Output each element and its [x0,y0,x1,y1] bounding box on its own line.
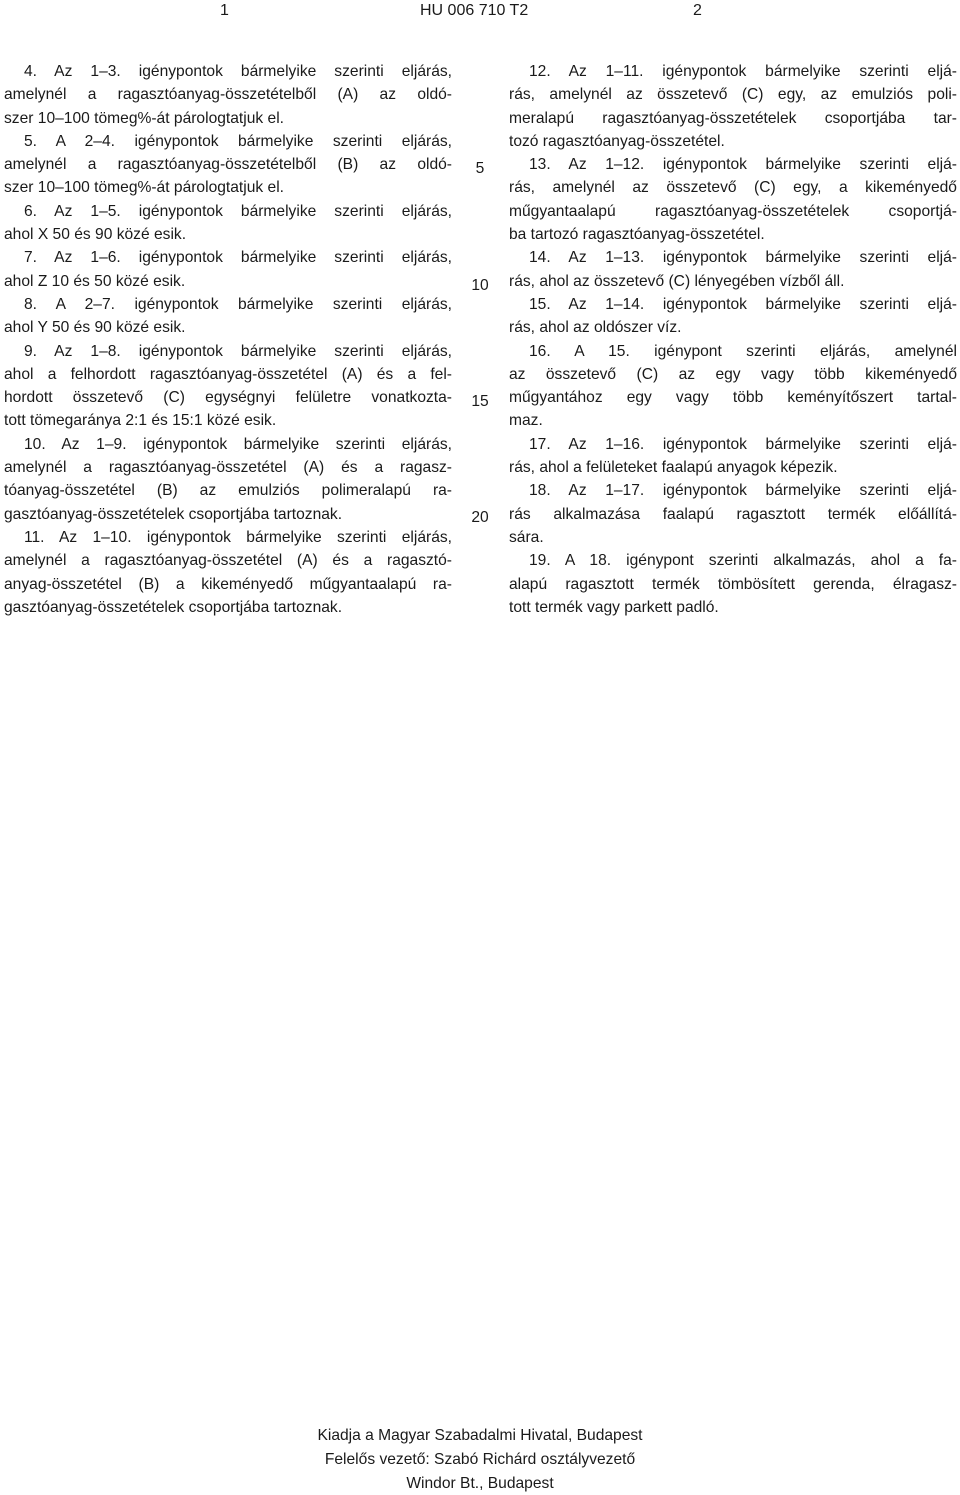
text-line: amelynél a ragasztóanyag-összetétel (A) és a ragasztó- [4,552,452,570]
text-line: amelynél a ragasztóanyag-összetétel (A) és a ragasz- [4,459,452,477]
text-line: ahol a felhordott ragasztóanyag-összetétel (A) és a fel- [4,365,452,383]
footer-publisher: Kiadja a Magyar Szabadalmi Hivatal, Budapest [317,1427,643,1444]
text-line: rás, ahol a felületeket faalapú anyagok képezik. [509,459,838,477]
text-line: rás alkalmazása faalapú ragasztott termék előállítá- [509,505,957,523]
document-number: HU 006 710 T2 [420,2,529,19]
text-line: 18. Az 1–17. igénypontok bármelyike szerinti eljá- [529,482,957,500]
text-line: ahol Z 10 és 50 közé esik. [4,272,186,290]
page-header [0,0,960,30]
line-number-20: 20 [471,509,489,526]
text-line: anyag-összetétel (B) a kikeményedő műgyantaalapú ra- [4,575,452,593]
text-line: 10. Az 1–9. igénypontok bármelyike szerinti eljárás, [24,435,452,453]
text-line: amelynél a ragasztóanyag-összetételből (B) az oldó- [4,156,452,174]
text-line: amelynél a ragasztóanyag-összetételből (A) az oldó- [4,86,452,104]
text-line: 17. Az 1–16. igénypontok bármelyike szerinti eljá- [529,435,957,453]
text-line: rás, ahol az oldószer víz. [509,319,682,337]
text-line: 14. Az 1–13. igénypontok bármelyike szerinti eljá- [529,249,957,267]
text-line: alapú ragasztott termék tömbösített gerenda, élragasz- [509,575,957,593]
text-line: gasztóanyag-összetételek csoportjába tartoznak. [4,598,343,616]
text-line: tott termék vagy parkett padló. [509,598,719,616]
text-line: rás, amelynél az összetevő (C) egy, a kikeményedő [509,179,957,197]
text-line: az összetevő (C) az egy vagy több kikeményedő [509,365,957,383]
footer-printer: Windor Bt., Budapest [406,1475,554,1492]
text-line: 7. Az 1–6. igénypontok bármelyike szerinti eljárás, [24,249,452,267]
text-line: 12. Az 1–11. igénypontok bármelyike szerinti eljá- [529,63,957,80]
text-line: tott tömegaránya 2:1 és 15:1 közé esik. [4,412,277,430]
text-line: 5. A 2–4. igénypontok bármelyike szerinti eljárás, [24,132,452,150]
text-line: rás, ahol az összetevő (C) lényegében vízből áll. [509,272,845,290]
text-line: 19. A 18. igénypont szerinti alkalmazás, ahol a fa- [529,552,957,570]
text-line: műgyantaalapú ragasztóanyag-összetételek csoportjá- [509,202,957,220]
text-line: hordott összetevő (C) egységnyi felületre vonatkozta- [4,389,452,407]
line-number-15: 15 [471,393,489,410]
claims-left-column [4,60,452,619]
text-line: műgyantához egy vagy több keményítőszert tartal- [509,389,957,407]
text-line: gasztóanyag-összetételek csoportjába tartoznak. [4,505,343,523]
text-line: 16. A 15. igénypont szerinti eljárás, amelynél [529,342,957,360]
claims-right-column [509,60,957,619]
text-line: szer 10–100 tömeg%-át párologtatjuk el. [4,109,284,127]
page-number-right: 2 [693,2,702,19]
text-line: meralapú ragasztóanyag-összetételek csoportjába tar- [509,109,957,127]
text-line: tóanyag-összetétel (B) az emulziós polimeralapú ra- [4,482,452,500]
text-line: 15. Az 1–14. igénypontok bármelyike szerinti eljá- [529,295,957,313]
page-number-left: 1 [220,2,229,19]
text-line: szer 10–100 tömeg%-át párologtatjuk el. [4,179,284,197]
text-line: 8. A 2–7. igénypontok bármelyike szerinti eljárás, [24,295,452,313]
text-line: ahol Y 50 és 90 közé esik. [4,319,186,337]
text-line: 9. Az 1–8. igénypontok bármelyike szerinti eljárás, [24,342,452,360]
text-line: ahol X 50 és 90 közé esik. [4,226,187,244]
text-line: rás, amelynél az összetevő (C) egy, az emulziós poli- [509,86,957,104]
text-line: 13. Az 1–12. igénypontok bármelyike szerinti eljá- [529,156,957,174]
text-line: ba tartozó ragasztóanyag-összetétel. [509,226,765,244]
footer-responsible: Felelős vezető: Szabó Richárd osztályvezető [324,1451,636,1468]
text-line: sára. [509,528,544,546]
text-line: 6. Az 1–5. igénypontok bármelyike szerinti eljárás, [24,202,452,220]
line-number-5: 5 [475,160,485,177]
text-line: tozó ragasztóanyag-összetétel. [509,132,725,150]
text-line: 11. Az 1–10. igénypontok bármelyike szerinti eljárás, [24,528,452,546]
text-line: 4. Az 1–3. igénypontok bármelyike szerinti eljárás, [24,63,452,80]
text-line: maz. [509,412,543,430]
line-number-10: 10 [471,277,489,294]
